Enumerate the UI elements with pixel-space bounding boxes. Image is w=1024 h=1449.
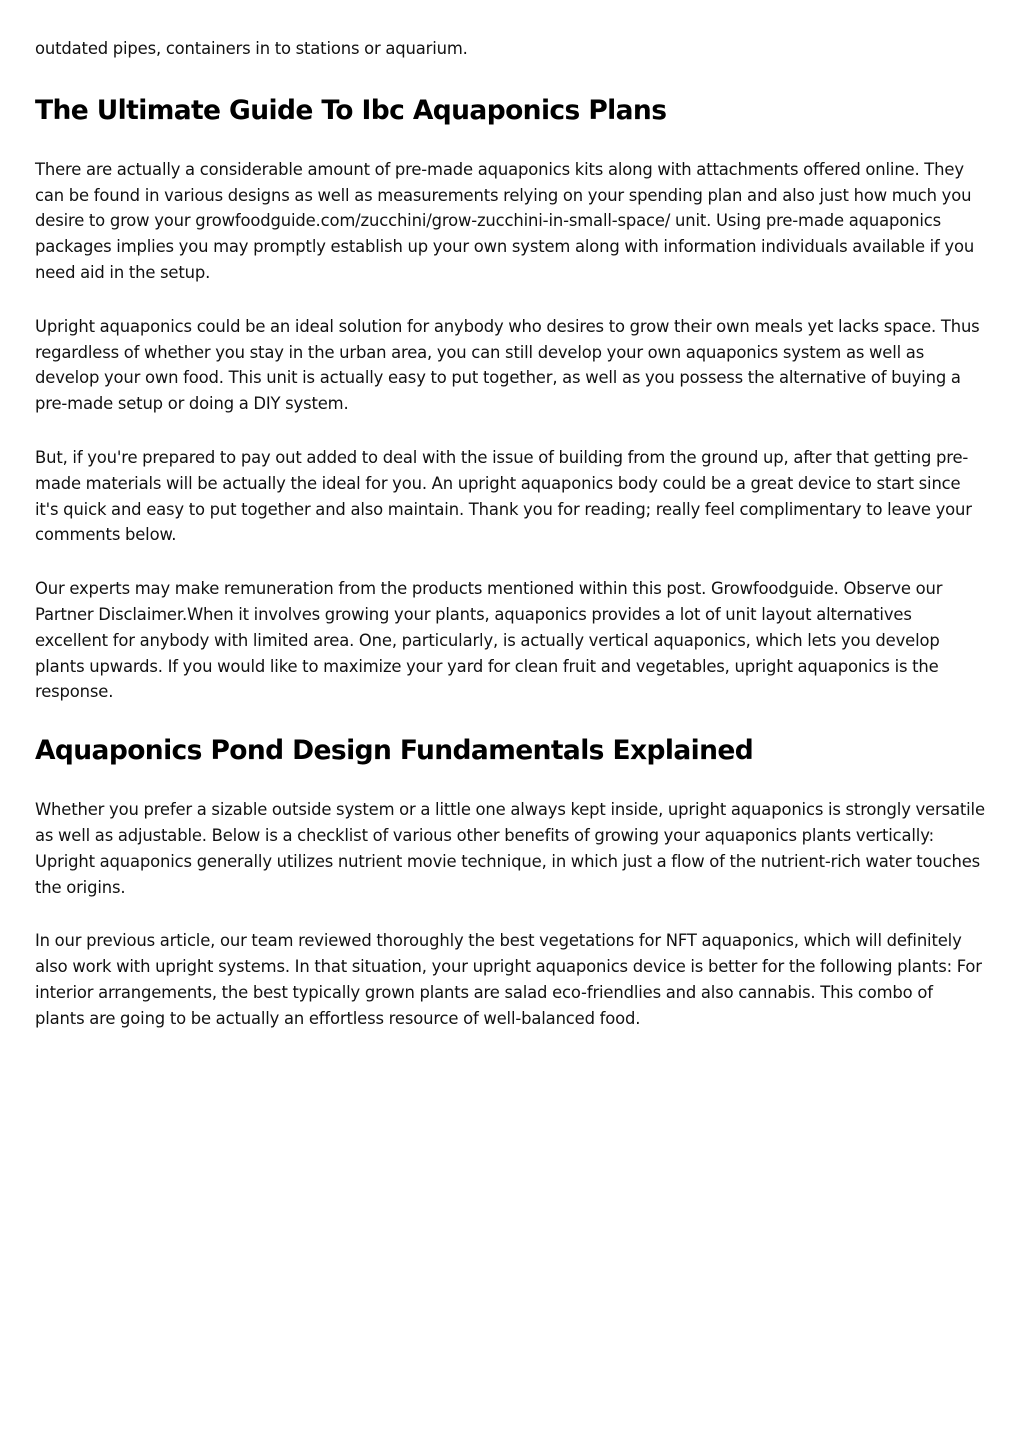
section-1-paragraph-3: But, if you're prepared to pay out added to deal with the issue of building from the ground up, after that getting pre-made materials will be actually the ideal for you. An upright aquaponics body could be a great device to start since it's quick and easy to put together and also maintain. Thank you for reading; really feel complimentary to leave your comments below. [35, 447, 972, 545]
intro-paragraph: outdated pipes, containers in to stations or aquarium. [35, 39, 468, 58]
section-2-paragraph-1: Whether you prefer a sizable outside system or a little one always kept inside, upright aquaponics is strongly versatile as well as adjustable. Below is a checklist of various other benefits of growing your aquaponics plants vertically: Upright aquaponics generally utilizes nutrient movie technique, in which just a flow of the nutrient-rich water touches the origins. [35, 800, 985, 897]
section-1-paragraph-2: Upright aquaponics could be an ideal solution for anybody who desires to grow their own meals yet lacks space. Thus regardless of whether you stay in the urban area, you can still develop your own aquaponics system as well as develop your own food. This unit is actually easy to put together, as well as you possess the alternative of buying a pre-made setup or doing a DIY system. [35, 316, 980, 414]
section-1-paragraph-4: Our experts may make remuneration from the products mentioned within this post. Growfoodguide. Observe our Partner Disclaimer.When it involves growing your plants, aquaponics provides a lot of unit layout alternatives excellent for anybody with limited area. One, particularly, is actually vertical aquaponics, which lets you develop plants upwards. If you would like to maximize your yard for clean fruit and vegetables, upright aquaponics is the response. [35, 579, 943, 702]
section-heading-ibc-plans: The Ultimate Guide To Ibc Aquaponics Plans [35, 94, 667, 126]
section-2-paragraph-2: In our previous article, our team reviewed thoroughly the best vegetations for NFT aquaponics, which will definitely also work with upright systems. In that situation, your upright aquaponics device is better for the following plants: For interior arrangements, the best typically grown plants are salad eco-friendlies and also cannabis. This combo of plants are going to be actually an effortless resource of well-balanced food. [35, 931, 982, 1028]
section-1-paragraph-1: There are actually a considerable amount of pre-made aquaponics kits along with attachments offered online. They can be found in various designs as well as measurements relying on your spending plan and also just how much you desire to grow your growfoodguide.com/zucchini/grow-zucchini-in-small-space/ unit. Using pre-made aquaponics packages implies you may promptly establish up your own system along with information individuals available if you need aid in the setup. [35, 159, 975, 282]
section-heading-pond-design: Aquaponics Pond Design Fundamentals Explained [35, 735, 754, 767]
article-page [35, 36, 985, 1032]
